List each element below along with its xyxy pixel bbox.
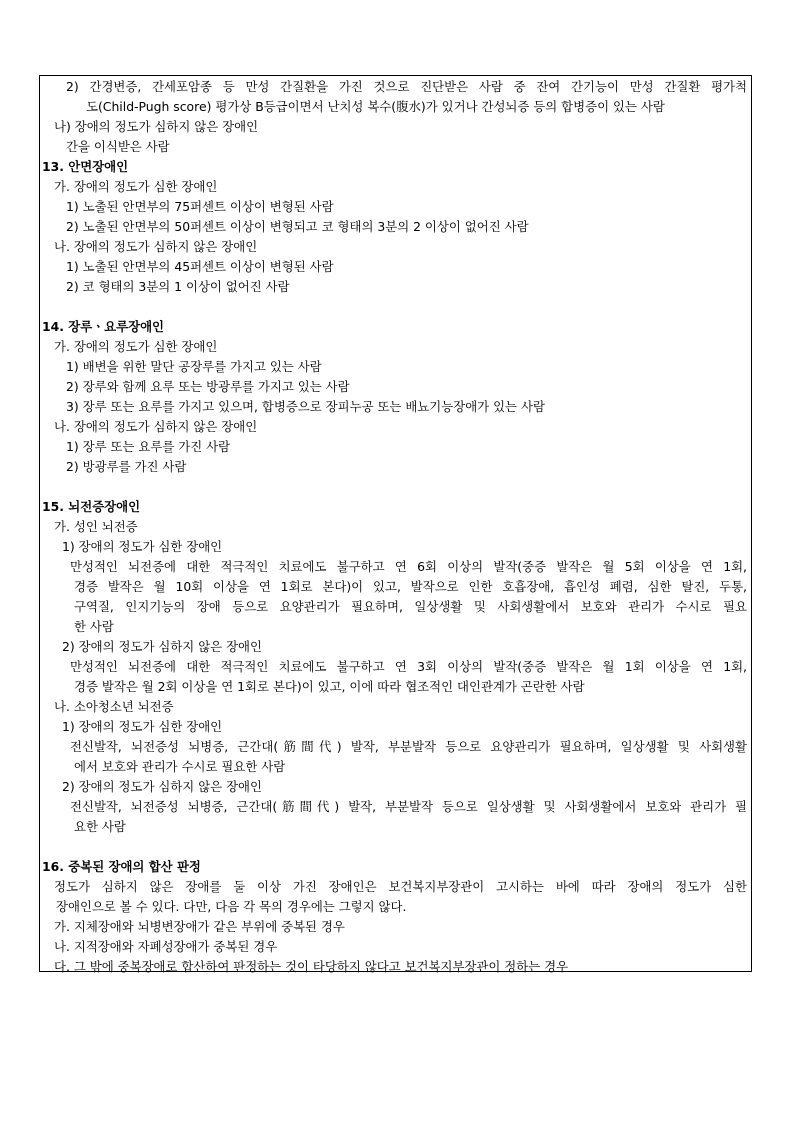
text-line: 정도가 심하지 않은 장애를 둘 이상 가진 장애인은 보건복지부장관이 고시하는 바에 따라 장애의 정도가 심한 <box>54 879 747 894</box>
text-line: 1) 장루 또는 요루를 가진 사람 <box>66 439 231 454</box>
text-line: 1) 노출된 안면부의 75퍼센트 이상이 변형된 사람 <box>66 199 334 214</box>
text-line: 가. 장애의 정도가 심한 장애인 <box>54 339 218 354</box>
text-line: 1) 장애의 정도가 심한 장애인 <box>62 539 223 554</box>
text-line: 나. 장애의 정도가 심하지 않은 장애인 <box>54 419 258 434</box>
text-line: 전신발작, 뇌전증성 뇌병증, 근간대(筋間代) 발작, 부분발작 등으로 일상생활 및 사회생활에서 보호와 관리가 필 <box>70 799 747 814</box>
document-box <box>39 75 752 972</box>
text-line: 한 사람 <box>74 619 114 634</box>
text-line: 2) 장애의 정도가 심하지 않은 장애인 <box>62 779 262 794</box>
text-line: 2) 노출된 안면부의 50퍼센트 이상이 변형되고 코 형태의 3분의 2 이상이 없어진 사람 <box>66 219 529 234</box>
text-line: 에서 보호와 관리가 수시로 필요한 사람 <box>74 759 286 774</box>
text-line: 만성적인 뇌전증에 대한 적극적인 치료에도 불구하고 연 3회 이상의 발작(중증 발작은 월 1회 이상을 연 1회, <box>70 659 747 674</box>
text-line: 장애인으로 볼 수 있다. 다만, 다음 각 목의 경우에는 그렇지 않다. <box>56 899 407 914</box>
text-line: 2) 코 형태의 3분의 1 이상이 없어진 사람 <box>66 279 290 294</box>
text-line: 가. 지체장애와 뇌병변장애가 같은 부위에 중복된 경우 <box>54 919 345 934</box>
text-line: 3) 장루 또는 요루를 가지고 있으며, 합병증으로 장피누공 또는 배뇨기능장애가 있는 사람 <box>66 399 545 414</box>
text-line: 구역질, 인지기능의 장애 등으로 요양관리가 필요하며, 일상생활 및 사회생활에서 보호와 관리가 수시로 필요 <box>74 599 747 614</box>
text-line: 나) 장애의 정도가 심하지 않은 장애인 <box>54 119 259 134</box>
text-line: 전신발작, 뇌전증성 뇌병증, 근간대(筋間代) 발작, 부분발작 등으로 요양관리가 필요하며, 일상생활 및 사회생활 <box>70 739 747 754</box>
text-line: 요한 사람 <box>74 819 126 834</box>
text-line: 2) 간경변증, 간세포암종 등 만성 간질환을 가진 것으로 진단받은 사람 중 잔여 간기능이 만성 간질환 평가척 <box>66 79 747 94</box>
text-line: 가. 성인 뇌전증 <box>54 519 138 534</box>
section-heading: 16. 중복된 장애의 합산 판정 <box>42 859 201 874</box>
text-line: 간을 이식받은 사람 <box>66 139 170 154</box>
text-line: 경증 발작은 월 2회 이상을 연 1회로 본다)이 있고, 이에 따라 협조적인 대인관계가 곤란한 사람 <box>74 679 585 694</box>
text-line: 경증 발작은 월 10회 이상을 연 1회로 본다)이 있고, 발작으로 인한 호흡장애, 흡인성 폐렴, 심한 탈진, 두통, <box>74 579 747 594</box>
text-line: 도(Child-Pugh score) 평가상 B등급이면서 난치성 복수(腹水)가 있거나 간성뇌증 등의 합병증이 있는 사람 <box>86 99 665 114</box>
text-line: 가. 장애의 정도가 심한 장애인 <box>54 179 218 194</box>
text-line: 2) 장루와 함께 요루 또는 방광루를 가지고 있는 사람 <box>66 379 350 394</box>
section-heading: 13. 안면장애인 <box>42 159 129 174</box>
text-line: 1) 장애의 정도가 심한 장애인 <box>62 719 223 734</box>
text-line: 나. 지적장애와 자폐성장애가 중복된 경우 <box>54 939 278 954</box>
text-line: 1) 노출된 안면부의 45퍼센트 이상이 변형된 사람 <box>66 259 334 274</box>
text-line: 2) 방광루를 가진 사람 <box>66 459 187 474</box>
text-line: 다. 그 밖에 중복장애로 합산하여 판정하는 것이 타당하지 않다고 보건복지부장관이 정하는 경우 <box>54 959 569 974</box>
section-heading: 15. 뇌전증장애인 <box>42 499 141 514</box>
section-heading: 14. 장루ㆍ요루장애인 <box>42 319 165 334</box>
text-line: 1) 배변을 위한 말단 공장루를 가지고 있는 사람 <box>66 359 322 374</box>
text-line: 나. 장애의 정도가 심하지 않은 장애인 <box>54 239 258 254</box>
text-line: 나. 소아청소년 뇌전증 <box>54 699 174 714</box>
text-line: 만성적인 뇌전증에 대한 적극적인 치료에도 불구하고 연 6회 이상의 발작(중증 발작은 월 5회 이상을 연 1회, <box>70 559 747 574</box>
text-line: 2) 장애의 정도가 심하지 않은 장애인 <box>62 639 262 654</box>
